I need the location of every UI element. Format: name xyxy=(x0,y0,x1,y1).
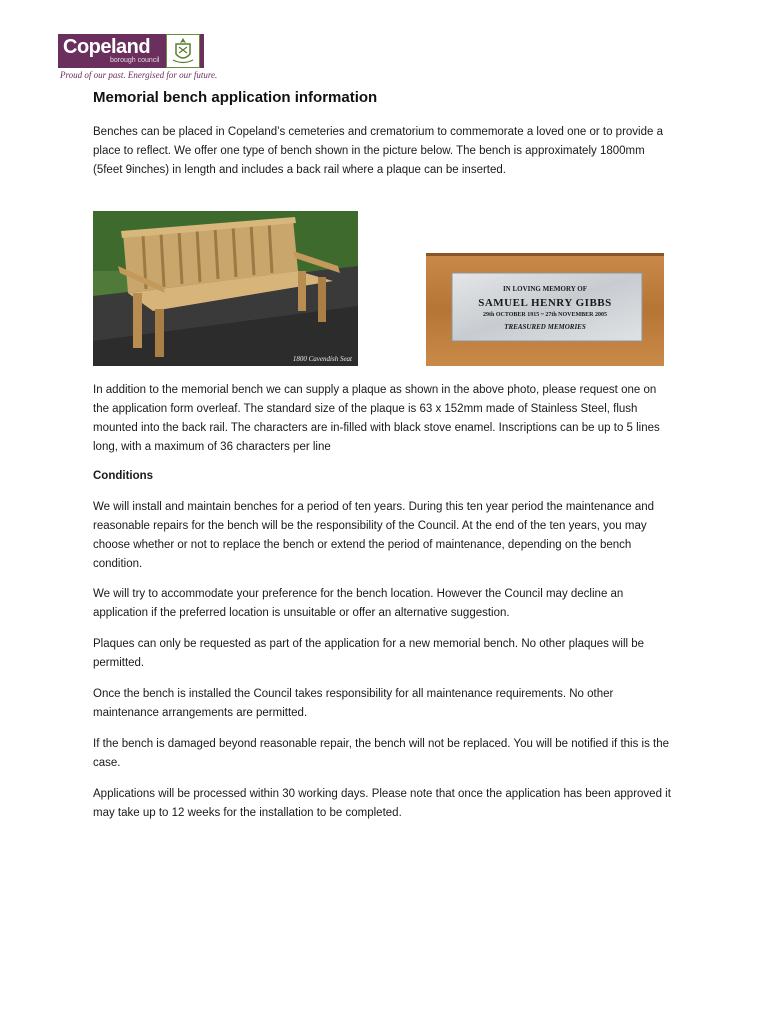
condition-paragraph: Applications will be processed within 30 working days. Please note that once the application has been approved it may take up to 12 weeks for the installation to be completed. xyxy=(93,788,671,819)
plaque-paragraph: In addition to the memorial bench we can supply a plaque as shown in the above photo, please request one on the application form overleaf. The standard size of the plaque is 63 x 152mm made of Stainless Steel, flush mounted into the back rail. The characters are in-filled with black stove enamel. Inscriptions can be up to 5 lines long, with a maximum of 36 characters per line xyxy=(93,384,660,453)
plaque-line-4: TREASURED MEMORIES xyxy=(504,323,586,331)
page-title: Memorial bench application information xyxy=(93,89,378,106)
logo-name: Copeland xyxy=(63,36,151,58)
logo-side-bar xyxy=(200,34,204,68)
condition-paragraph: If the bench is damaged beyond reasonable repair, the bench will not be replaced. You will be notified if this is the case. xyxy=(93,738,670,769)
condition-paragraph: We will install and maintain benches for a period of ten years. During this ten year period the maintenance and reasonable repairs for the bench will be the responsibility of the Council. At the end of the ten years, you may choose whether or not to replace the bench or extend the period of maintenance, depending on the bench condition. xyxy=(93,501,655,570)
plaque-line-2: SAMUEL HENRY GIBBS xyxy=(478,297,612,309)
copeland-logo xyxy=(58,34,218,82)
bench-photo-caption: 1800 Cavendish Seat xyxy=(292,355,352,363)
logo-tagline: Proud of our past. Energised for our future. xyxy=(60,70,218,80)
bench-photo xyxy=(93,211,358,366)
condition-paragraph: Plaques can only be requested as part of the application for a new memorial bench. No other plaques will be permitted. xyxy=(93,638,645,669)
logo-subtitle: borough council xyxy=(110,57,160,64)
plaque-line-1: IN LOVING MEMORY OF xyxy=(502,285,588,293)
conditions-heading: Conditions xyxy=(93,470,154,482)
condition-paragraph: We will try to accommodate your preference for the bench location. However the Council may decline an application if the preferred location is unsuitable or offer an alternative suggestion. xyxy=(93,588,624,619)
logo-wordmark-box xyxy=(58,34,166,68)
condition-paragraph: Once the bench is installed the Council takes responsibility for all maintenance requirements. No other maintenance arrangements are permitted. xyxy=(93,688,614,719)
intro-paragraph: Benches can be placed in Copeland’s cemeteries and crematorium to commemorate a loved one or to provide a place to reflect. We offer one type of bench shown in the picture below. The bench is approximately 1800mm (5feet 9inches) in length and includes a back rail where a plaque can be inserted. xyxy=(93,126,663,176)
plaque-line-3: 29th OCTOBER 1915 ~ 27th NOVEMBER 2005 xyxy=(482,312,608,318)
crest-icon xyxy=(166,34,200,68)
plaque-photo xyxy=(426,253,664,366)
